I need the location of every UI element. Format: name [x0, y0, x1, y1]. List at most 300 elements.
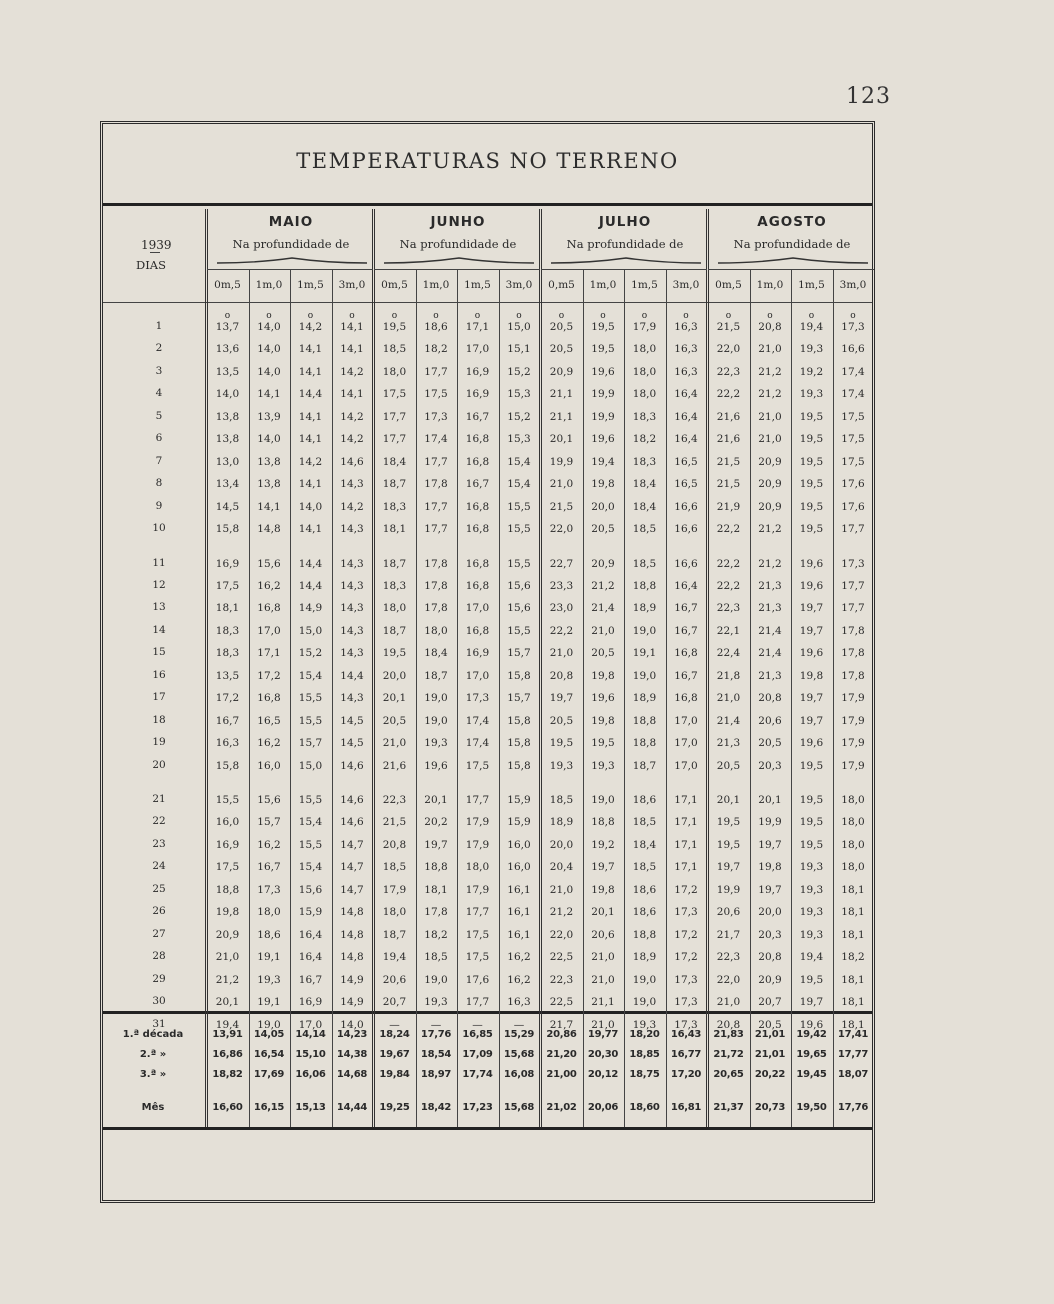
table-cell: 20,1	[382, 692, 407, 705]
table-cell: 20,5	[549, 343, 574, 356]
table-cell: 18,5	[632, 523, 657, 536]
brace-rule	[384, 257, 534, 265]
table-cell: 17,3	[841, 321, 865, 333]
table-cell: 18,2	[841, 951, 865, 964]
table-cell: 14,2	[340, 500, 364, 513]
day-number: 12	[152, 578, 166, 591]
table-cell: 14,0	[257, 433, 281, 446]
depth-header: 0m,5	[214, 279, 241, 291]
table-cell: 14,8	[340, 906, 364, 919]
table-cell: 18,5	[632, 557, 657, 570]
table-cell: 16,5	[674, 478, 698, 491]
table-cell: 21,2	[215, 973, 240, 986]
table-cell: 14,4	[298, 579, 323, 592]
table-cell: 15,2	[298, 647, 323, 660]
table-cell: 17,3	[674, 1018, 698, 1031]
table-cell: 21,2	[758, 388, 782, 401]
table-cell: 16,3	[674, 321, 698, 333]
depth-header: 0,m5	[548, 279, 575, 291]
depth-subtitle: Na profundidade de	[733, 237, 851, 251]
table-cell: 15,4	[298, 669, 323, 682]
table-cell: 15,5	[215, 794, 240, 806]
table-cell: 17,8	[424, 557, 448, 570]
summary-cell: 16,86	[212, 1049, 243, 1060]
degree-mark: o	[850, 311, 856, 321]
table-cell: 18,3	[215, 624, 240, 637]
table-cell: 18,0	[257, 906, 281, 919]
table-cell: 17,5	[465, 759, 490, 772]
table-cell: 17,7	[424, 523, 448, 536]
table-cell: 21,5	[549, 500, 574, 513]
table-cell: 15,8	[215, 523, 240, 536]
degree-mark: o	[767, 311, 773, 321]
table-cell: 20,8	[758, 951, 782, 964]
table-cell: 17,6	[841, 500, 865, 513]
table-cell: 15,0	[298, 759, 323, 772]
summary-cell: 20,73	[754, 1102, 786, 1113]
table-cell: 16,9	[465, 365, 490, 378]
table-cell: 13,4	[215, 478, 240, 491]
table-cell: 21,9	[716, 500, 741, 513]
summary-label: 3.ª »	[139, 1069, 167, 1080]
table-cell: 15,7	[257, 816, 281, 829]
day-number: 23	[152, 837, 166, 850]
month-name: JULHO	[598, 214, 652, 230]
table-cell: 17,0	[465, 343, 490, 356]
table-cell: 21,3	[758, 602, 782, 615]
table-cell: 17,1	[465, 321, 490, 333]
brace-rule	[718, 257, 868, 265]
table-cell: 16,2	[507, 951, 531, 964]
table-cell: 20,1	[591, 906, 615, 919]
table-cell: 17,9	[465, 838, 490, 851]
table-cell: 20,5	[758, 1018, 782, 1031]
table-cell: 20,9	[758, 973, 782, 986]
day-number: 21	[152, 793, 166, 805]
table-cell: 21,2	[758, 557, 782, 570]
table-cell: 17,1	[674, 794, 698, 806]
table-cell: 22,3	[716, 602, 741, 615]
table-cell: 17,5	[465, 928, 490, 941]
day-number: 7	[155, 454, 163, 467]
table-cell: 21,2	[758, 523, 782, 536]
table-cell: 19,5	[716, 838, 741, 851]
table-cell: 17,5	[215, 579, 240, 592]
day-number: 8	[155, 477, 163, 490]
table-cell: 15,6	[298, 883, 323, 896]
table-cell: 15,4	[507, 478, 531, 491]
table-cell: 21,0	[758, 433, 782, 446]
table-cell: 20,1	[215, 996, 240, 1009]
table-cell: 22,2	[716, 557, 741, 570]
table-cell: 19,5	[799, 455, 824, 468]
table-cell: 16,8	[465, 523, 490, 536]
table-cell: 14,1	[298, 478, 323, 491]
table-cell: 21,8	[716, 669, 741, 682]
degree-mark: o	[683, 311, 689, 321]
table-cell: 16,7	[298, 973, 323, 986]
table-cell: 19,0	[591, 794, 615, 806]
table-cell: 15,5	[507, 557, 531, 570]
table-cell: 17,5	[215, 861, 240, 874]
summary-cell: 18,82	[212, 1069, 243, 1080]
depth-subtitle: Na profundidade de	[232, 237, 350, 251]
depth-header: 1m,0	[255, 279, 283, 291]
table-cell: 21,6	[716, 410, 741, 423]
table-cell: 19,0	[424, 714, 448, 727]
table-cell: 14,2	[340, 433, 364, 446]
table-cell: 15,5	[298, 714, 323, 727]
table-cell: 16,7	[674, 602, 698, 615]
table-cell: 16,2	[257, 737, 281, 750]
table-cell: 19,8	[591, 669, 615, 682]
table-cell: 17,3	[465, 692, 490, 705]
day-number: 24	[152, 860, 166, 873]
page-number: 123	[846, 84, 891, 109]
table-cell: 18,8	[632, 737, 657, 750]
table-cell: 20,8	[549, 669, 574, 682]
summary-cell: 15,29	[503, 1029, 535, 1040]
table-cell: 20,6	[382, 973, 407, 986]
table-cell: 18,3	[632, 410, 657, 423]
table-cell: 19,7	[549, 692, 574, 705]
table-cell: 20,4	[549, 861, 574, 874]
table-cell: 15,3	[507, 433, 531, 446]
table-cell: 14,5	[340, 737, 364, 750]
day-number: 10	[152, 522, 166, 535]
header-rule	[103, 302, 872, 303]
summary-cell: 16,08	[503, 1069, 535, 1080]
table-cell: 18,1	[841, 973, 865, 986]
table-cell: 16,8	[465, 455, 490, 468]
table-cell: 19,7	[758, 883, 782, 896]
summary-cell: 16,85	[462, 1029, 493, 1040]
table-cell: 17,3	[674, 973, 698, 986]
table-cell: 21,4	[591, 602, 615, 615]
month-name: MAIO	[268, 214, 314, 230]
table-cell: 22,3	[382, 794, 407, 806]
summary-cell: 17,74	[462, 1069, 493, 1080]
table-cell: 17,9	[841, 714, 865, 727]
day-number: 3	[155, 364, 163, 377]
table-cell: 16,4	[298, 928, 323, 941]
table-cell: 19,3	[799, 928, 824, 941]
table-cell: 18,4	[632, 838, 657, 851]
summary-cell: 13,91	[212, 1029, 243, 1040]
table-cell: 20,5	[716, 759, 741, 772]
table-cell: 21,0	[591, 973, 615, 986]
table-cell: 19,6	[799, 647, 824, 660]
table-cell: 16,4	[674, 388, 698, 401]
summary-cell: 20,06	[587, 1102, 619, 1113]
table-cell: 22,3	[549, 973, 574, 986]
day-number: 30	[152, 995, 166, 1008]
table-cell: 16,5	[674, 455, 698, 468]
table-cell: 18,8	[215, 883, 240, 896]
table-cell: 20,1	[424, 794, 448, 806]
depth-header: 1m,5	[631, 279, 658, 291]
table-cell: 14,5	[215, 500, 240, 513]
table-cell: 19,8	[758, 861, 782, 874]
table-cell: 13,8	[215, 410, 240, 423]
table-cell: 14,2	[340, 365, 364, 378]
table-cell: 20,0	[549, 838, 574, 851]
table-cell: 18,6	[632, 906, 657, 919]
table-cell: 17,2	[674, 883, 698, 896]
table-cell: 21,0	[591, 624, 615, 637]
table-cell: 18,4	[382, 455, 407, 468]
table-cell: 18,3	[382, 579, 407, 592]
table-cell: 14,6	[340, 455, 364, 468]
table-cell: 18,7	[424, 669, 448, 682]
table-cell: 20,2	[424, 816, 448, 829]
table-cell: 14,2	[340, 410, 364, 423]
table-cell: 19,5	[382, 321, 407, 333]
summary-cell: 16,81	[670, 1102, 702, 1113]
table-cell: 20,0	[382, 669, 407, 682]
table-cell: 21,2	[758, 365, 782, 378]
summary-cell: 19,67	[379, 1049, 410, 1060]
table-cell: 15,8	[507, 737, 531, 750]
table-cell: 20,5	[382, 714, 407, 727]
summary-cell: 17,09	[462, 1049, 493, 1060]
table-cell: 16,8	[465, 557, 490, 570]
table-cell: 22,0	[716, 343, 741, 356]
table-cell: 14,7	[340, 838, 364, 851]
table-cell: 19,8	[591, 883, 615, 896]
table-cell: 14,0	[257, 321, 281, 333]
table-cell: 14,8	[257, 523, 281, 536]
table-cell: 17,9	[382, 883, 407, 896]
table-cell: 15,9	[507, 816, 531, 829]
table-cell: 17,0	[465, 669, 490, 682]
table-cell: 22,2	[716, 579, 741, 592]
day-number: 28	[152, 950, 166, 963]
depth-subtitle: Na profundidade de	[399, 237, 517, 251]
table-cell: 15,6	[257, 794, 281, 806]
table-cell: 15,9	[298, 906, 323, 919]
table-cell: 13,6	[215, 343, 240, 356]
table-cell: 18,0	[841, 816, 865, 829]
summary-cell: 20,86	[546, 1029, 577, 1040]
table-cell: 21,2	[591, 579, 615, 592]
table-cell: —	[472, 1018, 483, 1031]
table-cell: 17,7	[465, 906, 490, 919]
summary-cell: 19,45	[796, 1069, 827, 1080]
table-cell: 19,0	[632, 624, 657, 637]
table-cell: 17,3	[424, 410, 448, 423]
summary-cell: 19,77	[587, 1029, 619, 1040]
degree-mark: o	[391, 311, 398, 321]
depth-header: 1m,5	[297, 279, 324, 291]
summary-cell: 17,20	[670, 1069, 702, 1080]
table-cell: 14,3	[340, 523, 364, 536]
day-number: 20	[152, 758, 166, 771]
table-cell: 17,2	[257, 669, 281, 682]
table-cell: 18,6	[632, 794, 657, 806]
table-cell: 14,6	[340, 794, 364, 806]
table-cell: 21,0	[549, 883, 574, 896]
summary-cell: 18,85	[629, 1049, 660, 1060]
table-cell: 19,7	[758, 838, 782, 851]
summary-cell: 18,54	[420, 1049, 452, 1060]
table-cell: 19,8	[215, 906, 240, 919]
table-cell: 19,5	[591, 737, 615, 750]
table-cell: 21,7	[716, 928, 741, 941]
summary-cell: 17,69	[253, 1069, 285, 1080]
table-cell: 16,3	[674, 343, 698, 356]
table-cell: 19,4	[215, 1018, 240, 1031]
table-cell: 19,7	[799, 624, 824, 637]
table-cell: 14,8	[340, 928, 364, 941]
table-cell: 22,1	[716, 624, 741, 637]
table-cell: 19,5	[382, 647, 407, 660]
summary-cell: 21,72	[713, 1049, 744, 1060]
table-title: TEMPERATURAS NO TERRENO	[296, 149, 679, 173]
depth-row-top	[207, 269, 373, 270]
table-cell: 19,4	[799, 951, 824, 964]
table-cell: 19,6	[799, 1018, 824, 1031]
table-cell: 18,0	[632, 343, 657, 356]
table-cell: 16,1	[507, 883, 531, 896]
table-cell: 19,0	[424, 973, 448, 986]
day-number: 4	[155, 387, 163, 400]
table-cell: 14,3	[340, 647, 364, 660]
day-number: 31	[152, 1017, 166, 1030]
summary-cell: 18,75	[629, 1069, 660, 1080]
table-cell: 22,7	[549, 557, 574, 570]
table-cell: 18,9	[632, 951, 657, 964]
table-cell: 13,0	[215, 455, 240, 468]
table-cell: 14,1	[257, 500, 281, 513]
table-cell: 21,0	[758, 343, 782, 356]
summary-cell: 18,97	[420, 1069, 452, 1080]
brace-rule	[217, 257, 367, 265]
table-cell: 19,9	[591, 388, 615, 401]
table-cell: 17,8	[424, 478, 448, 491]
table-cell: 20,3	[758, 928, 782, 941]
table-cell: 17,9	[841, 692, 865, 705]
table-cell: 19,4	[591, 455, 615, 468]
day-number: 18	[152, 713, 166, 726]
table-cell: 17,5	[424, 388, 448, 401]
depth-header: 3m,0	[839, 279, 867, 291]
table-cell: 14,8	[340, 951, 364, 964]
table-cell: 20,5	[591, 647, 615, 660]
table-cell: 21,5	[716, 455, 741, 468]
table-cell: 14,7	[340, 861, 364, 874]
table-cell: 19,3	[549, 759, 574, 772]
table-cell: —	[389, 1018, 400, 1031]
table-cell: 21,0	[382, 737, 407, 750]
table-cell: 16,8	[465, 500, 490, 513]
table-cell: 14,2	[298, 321, 323, 333]
table-cell: 15,5	[507, 500, 531, 513]
depth-header: 0m,5	[381, 279, 408, 291]
table-cell: 21,5	[716, 478, 741, 491]
depth-row-top	[374, 269, 540, 270]
degree-mark: o	[725, 311, 732, 321]
table-cell: 17,2	[674, 951, 698, 964]
table-cell: 19,3	[591, 759, 615, 772]
table-cell: 16,4	[674, 579, 698, 592]
table-cell: 22,0	[716, 973, 741, 986]
table-cell: 16,9	[215, 557, 240, 570]
table-cell: 16,3	[215, 737, 240, 750]
table-cell: 21,0	[549, 647, 574, 660]
table-cell: 14,9	[298, 602, 323, 615]
table-cell: 18,6	[424, 321, 448, 333]
table-cell: 17,0	[674, 737, 698, 750]
table-cell: 14,1	[298, 410, 323, 423]
table-cell: 17,8	[424, 602, 448, 615]
table-cell: 17,5	[465, 951, 490, 964]
day-number: 15	[152, 646, 166, 659]
table-cell: 17,9	[632, 321, 657, 333]
table-cell: 22,2	[716, 388, 741, 401]
table-cell: 15,5	[298, 794, 323, 806]
table-cell: 14,1	[340, 388, 364, 401]
summary-cell: 16,77	[670, 1049, 702, 1060]
table-cell: 14,1	[257, 388, 281, 401]
table-cell: 17,5	[841, 455, 865, 468]
table-cell: 17,5	[841, 433, 865, 446]
table-cell: 19,7	[799, 602, 824, 615]
table-cell: 14,3	[340, 478, 364, 491]
table-cell: 19,8	[591, 714, 615, 727]
table-cell: 17,8	[424, 579, 448, 592]
summary-label: Mês	[141, 1102, 165, 1113]
table-cell: 14,4	[298, 388, 323, 401]
table-cell: 19,2	[799, 365, 824, 378]
table-cell: 15,6	[507, 579, 531, 592]
table-cell: 15,7	[507, 647, 531, 660]
table-cell: 18,5	[424, 951, 448, 964]
table-cell: 22,4	[716, 647, 741, 660]
table-cell: 20,0	[758, 906, 782, 919]
summary-cell: 15,68	[503, 1049, 535, 1060]
table-cell: 17,4	[841, 365, 865, 378]
table-cell: 17,3	[674, 906, 698, 919]
table-cell: 13,5	[215, 669, 240, 682]
table-cell: 19,5	[716, 816, 741, 829]
table-cell: 15,4	[298, 861, 323, 874]
table-cell: 19,7	[799, 714, 824, 727]
table-cell: 18,1	[382, 523, 407, 536]
table-cell: 19,0	[632, 996, 657, 1009]
day-number: 2	[155, 342, 163, 355]
table-cell: 19,5	[799, 410, 824, 423]
table-cell: 16,7	[674, 669, 698, 682]
table-cell: 19,9	[549, 455, 574, 468]
day-number: 17	[152, 691, 166, 704]
summary-cell: 17,76	[837, 1102, 869, 1113]
table-cell: 21,7	[549, 1018, 574, 1031]
table-cell: 19,5	[799, 759, 824, 772]
table-cell: 17,2	[215, 692, 240, 705]
table-cell: 16,1	[507, 906, 531, 919]
table-cell: 17,1	[674, 861, 698, 874]
table-cell: 20,7	[382, 996, 407, 1009]
table-cell: 19,1	[632, 647, 657, 660]
table-cell: 17,9	[841, 759, 865, 772]
table-cell: 18,6	[632, 883, 657, 896]
table-cell: 15,5	[298, 692, 323, 705]
table-cell: 17,1	[674, 838, 698, 851]
table-cell: 22,0	[549, 523, 574, 536]
table-cell: 18,1	[841, 996, 865, 1009]
degree-mark: o	[600, 311, 606, 321]
